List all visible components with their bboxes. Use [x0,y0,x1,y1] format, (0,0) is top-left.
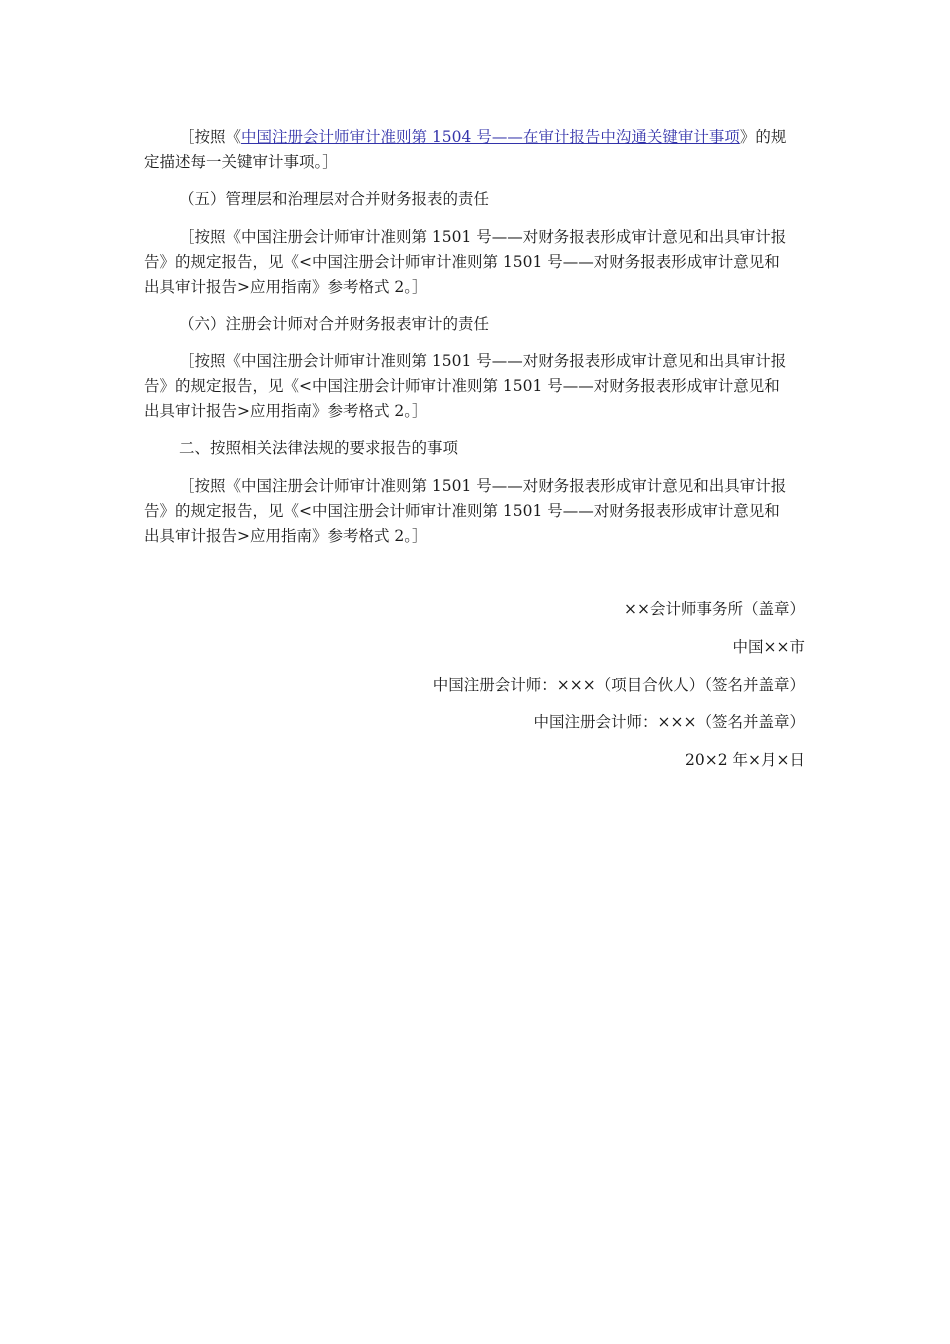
paragraph-auditor-responsibility: ［按照《中国注册会计师审计准则第 1501 号——对财务报表形成审计意见和出具审计报告》的规定报告，见《<中国注册会计师审计准则第 1501 号——对财务报表形成审计意见和出具审计报告>应用指南》参考格式 2。］ [144,352,787,420]
signature-city: 中国××市 [732,638,805,656]
signature-cpa-partner: 中国注册会计师：×××（项目合伙人）（签名并盖章） [432,676,805,694]
signature-cpa: 中国注册会计师：×××（签名并盖章） [533,713,805,731]
heading-legal-requirements: 二、按照相关法律法规的要求报告的事项 [179,439,459,457]
paragraph-key-audit-matters [144,125,794,175]
heading-management-responsibility: （五）管理层和治理层对合并财务报表的责任 [179,190,490,208]
paragraph-legal-requirements: ［按照《中国注册会计师审计准则第 1501 号——对财务报表形成审计意见和出具审计报告》的规定报告，见《<中国注册会计师审计准则第 1501 号——对财务报表形成审计意见和出具审计报告>应用指南》参考格式 2。］ [144,477,787,545]
paragraph-management-responsibility: ［按照《中国注册会计师审计准则第 1501 号——对财务报表形成审计意见和出具审计报告》的规定报告，见《<中国注册会计师审计准则第 1501 号——对财务报表形成审计意见和出具审计报告>应用指南》参考格式 2。］ [144,228,787,296]
signature-date: 20×2 年×月×日 [685,751,805,769]
signature-firm: ××会计师事务所（盖章） [624,600,805,618]
paragraph-suffix: 》的规定描述每一关键审计事项。］ [144,128,787,171]
standard-1504-link[interactable]: 中国注册会计师审计准则第 1504 号——在审计报告中沟通关键审计事项 [241,128,740,146]
heading-auditor-responsibility: （六）注册会计师对合并财务报表审计的责任 [179,315,490,333]
paragraph-prefix: ［按照《 [179,128,242,146]
